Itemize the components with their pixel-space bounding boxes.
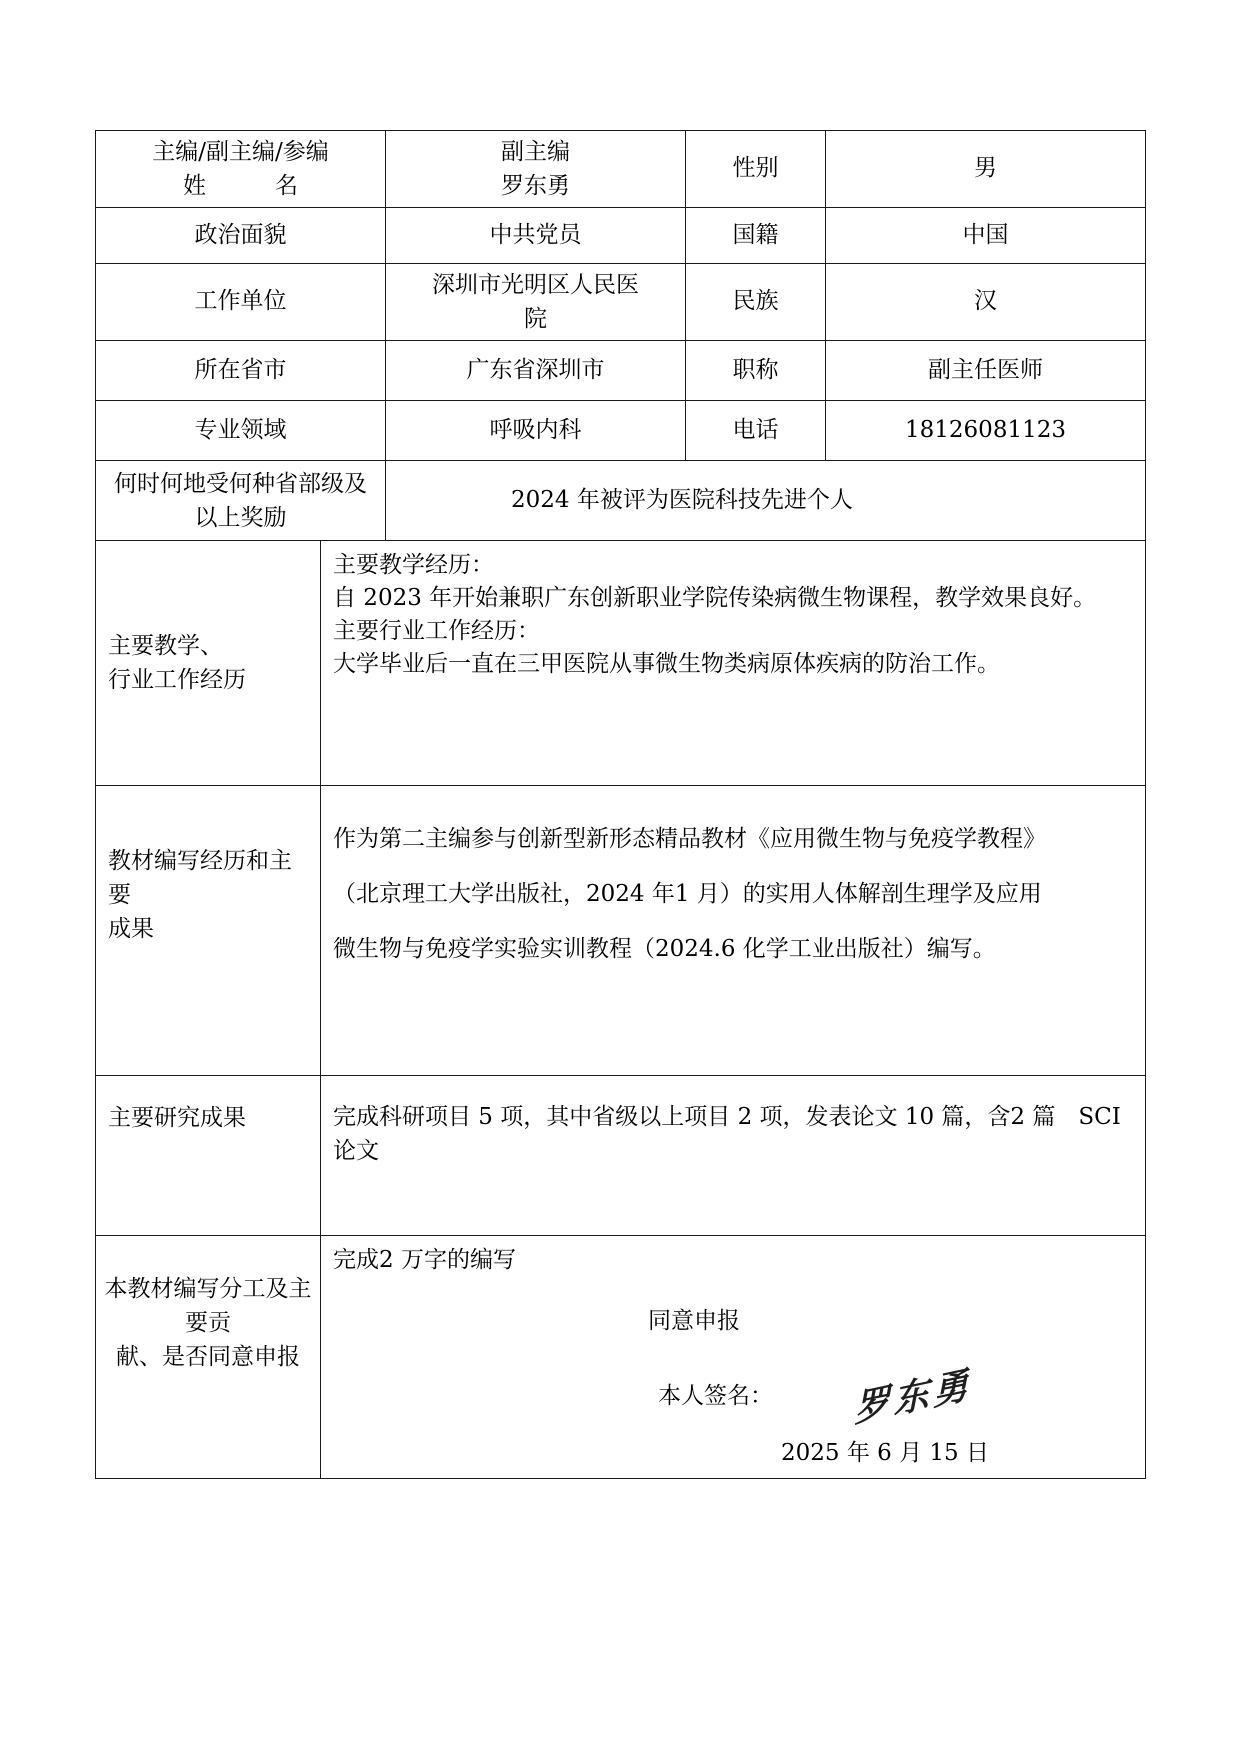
nationality-label: 国籍: [686, 208, 826, 264]
name-label-line1: 主编/副主编/参编: [152, 139, 329, 165]
awards-label-line2: 以上奖励: [194, 504, 287, 531]
author-info-table: [95, 130, 1146, 1479]
row-writing-experience: [96, 786, 1146, 1076]
contribution-label-cell: [96, 1236, 321, 1479]
work-unit-value-line2: 院: [524, 306, 547, 332]
city-value: 广东省深圳市: [386, 341, 686, 401]
signature-label: 本人签名：: [658, 1383, 773, 1410]
teaching-exp-line: 主要教学经历：: [333, 552, 494, 578]
gender-value: 男: [826, 131, 1146, 208]
teaching-exp-line: 主要行业工作经历：: [333, 618, 540, 644]
title-value: 副主任医师: [826, 341, 1146, 401]
teaching-exp-label-line1: 主要教学、: [108, 633, 223, 659]
gender-label: 性别: [686, 131, 826, 208]
row-workunit-ethnicity: [96, 264, 1146, 341]
signature-row: [658, 1362, 1133, 1431]
name-value: 罗东勇: [501, 173, 570, 199]
row-research-achievements: [96, 1076, 1146, 1236]
writing-exp-line: 作为第二主编参与创新型新形态精品教材《应用微生物与免疫学教程》: [333, 826, 1046, 852]
teaching-exp-label-line2: 行业工作经历: [108, 667, 246, 693]
teaching-exp-label-cell: [96, 541, 321, 786]
phone-label: 电话: [686, 401, 826, 461]
row-name-gender: [96, 131, 1146, 208]
row-city-title: [96, 341, 1146, 401]
contribution-label-line2: 献、是否同意申报: [116, 1344, 300, 1370]
awards-label-cell: [96, 461, 386, 541]
teaching-exp-line: 自 2023 年开始兼职广东创新职业学院传染病微生物课程，教学效果良好。: [333, 585, 1097, 611]
awards-label-line1: 何时何地受何种省部级及: [114, 470, 367, 497]
row-specialty-phone: [96, 401, 1146, 461]
nationality-value: 中国: [826, 208, 1146, 264]
political-status-label: 政治面貌: [96, 208, 386, 264]
handwritten-signature: 罗东勇: [853, 1362, 973, 1431]
contribution-label-line1: 本教材编写分工及主要贡: [104, 1276, 312, 1336]
contribution-content-cell: [321, 1236, 1146, 1479]
work-unit-value-cell: [386, 264, 686, 341]
role-value: 副主编: [501, 139, 570, 165]
political-status-value: 中共党员: [386, 208, 686, 264]
research-text: [333, 1100, 1133, 1168]
writing-exp-label-line1: 教材编写经历和主要: [108, 848, 292, 908]
research-label: 主要研究成果: [96, 1076, 321, 1236]
title-label: 职称: [686, 341, 826, 401]
row-political-nationality: [96, 208, 1146, 264]
teaching-exp-content-cell: [321, 541, 1146, 786]
awards-value: 2024 年被评为医院科技先进个人: [386, 461, 1146, 541]
agree-text: 同意申报: [648, 1308, 740, 1335]
specialty-label: 专业领域: [96, 401, 386, 461]
writing-exp-label-line2: 成果: [108, 916, 154, 942]
work-unit-label: 工作单位: [96, 264, 386, 341]
research-line: 完成科研项目 5 项，其中省级以上项目 2 项，发表论文 10 篇，含2 篇 SCI: [333, 1104, 1121, 1130]
writing-exp-line: 微生物与免疫学实验实训教程（2024.6 化学工业出版社）编写。: [333, 936, 996, 962]
writing-exp-label-cell: [96, 786, 321, 1076]
name-label-line2: 姓 名: [183, 173, 298, 199]
research-content-cell: [321, 1076, 1146, 1236]
specialty-value: 呼吸内科: [386, 401, 686, 461]
row-teaching-experience: [96, 541, 1146, 786]
writing-exp-line: （北京理工大学出版社，2024 年1 月）的实用人体解剖生理学及应用: [333, 881, 1042, 907]
row-awards: [96, 461, 1146, 541]
work-unit-value-line1: 深圳市光明区人民医: [432, 272, 639, 298]
row-contribution-agreement: [96, 1236, 1146, 1479]
ethnicity-value: 汉: [826, 264, 1146, 341]
contribution-text: 完成2 万字的编写: [333, 1247, 516, 1273]
writing-exp-content-cell: [321, 786, 1146, 1076]
name-value-cell: [386, 131, 686, 208]
research-line: 论文: [333, 1138, 379, 1164]
teaching-exp-text: [333, 549, 1133, 681]
writing-exp-text: [333, 812, 1133, 977]
name-label-cell: [96, 131, 386, 208]
phone-value: 18126081123: [826, 401, 1146, 461]
teaching-exp-line: 大学毕业后一直在三甲医院从事微生物类病原体疾病的防治工作。: [333, 651, 1000, 677]
signature-date: 2025 年 6 月 15 日: [781, 1439, 989, 1466]
ethnicity-label: 民族: [686, 264, 826, 341]
city-label: 所在省市: [96, 341, 386, 401]
